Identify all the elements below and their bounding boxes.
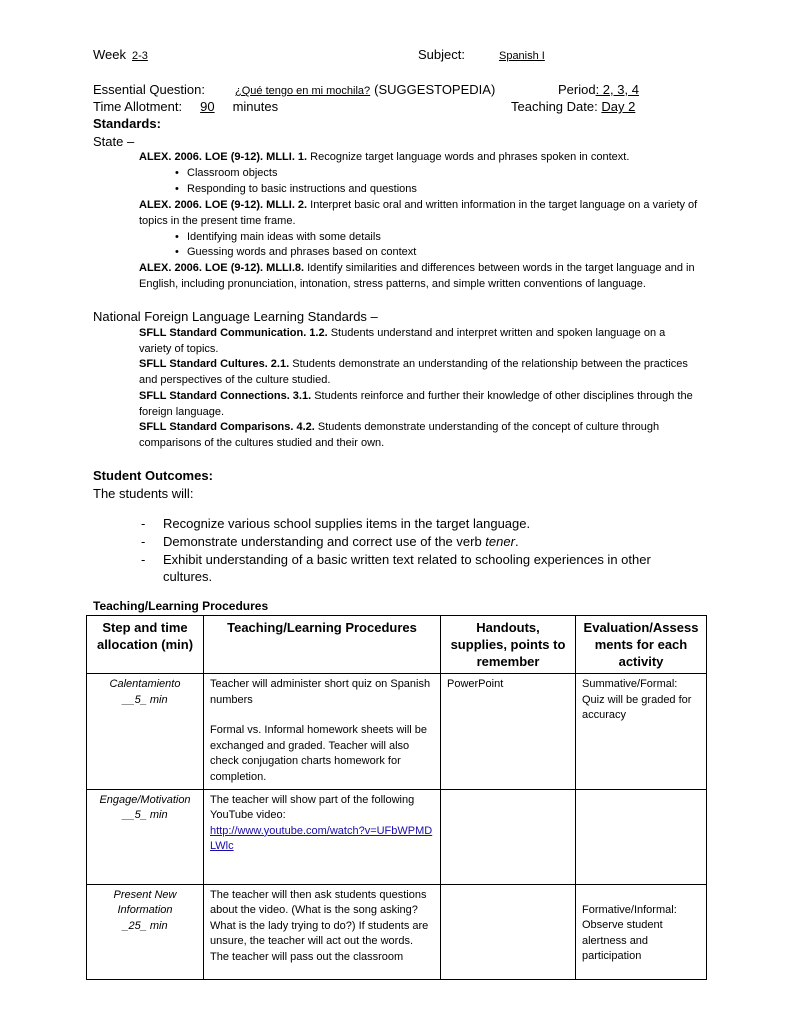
eq-label: Essential Question: xyxy=(93,82,206,97)
table-row xyxy=(87,674,707,790)
standard-code: ALEX. 2006. LOE (9-12). MLLI.8. xyxy=(139,262,305,274)
procedures-table xyxy=(86,615,707,980)
handouts-cell xyxy=(441,789,576,884)
evaluation-cell xyxy=(576,789,707,884)
outcome-text: Demonstrate understanding and correct use of the verb xyxy=(163,534,486,549)
dash-marker: - xyxy=(141,534,146,549)
subject-label: Subject: xyxy=(418,47,465,62)
outcome-item-2 xyxy=(163,533,683,550)
handouts-cell xyxy=(441,884,576,979)
step-name: Present New Information xyxy=(113,888,177,917)
bullet-item: • Identifying main ideas with some details xyxy=(187,230,381,245)
step-time: __5_ min xyxy=(122,809,168,822)
procedure-text: The teacher will pass out the classroom xyxy=(210,950,404,963)
standard-text: Students demonstrate an understanding of the relationship between the practices and perspectives of the culture studied. xyxy=(139,358,688,386)
standard-text: Students demonstrate understanding of the concept of culture through comparisons of the cultures studied and their own. xyxy=(139,421,660,449)
youtube-link[interactable]: http://www.youtube.com/watch?v=UFbWPMDLWlc xyxy=(210,824,433,853)
period-value: : 2, 3, 4 xyxy=(595,82,639,97)
week-value: 2-3 xyxy=(132,50,148,62)
dash-marker: - xyxy=(141,516,146,531)
outcome-punct: . xyxy=(514,534,519,549)
step-cell xyxy=(87,884,204,979)
bullet-item: • Guessing words and phrases based on context xyxy=(187,245,416,260)
outcome-item-3: Exhibit understanding of a basic written text related to schooling experiences in other cultures. xyxy=(163,552,651,584)
column-header: Handouts, supplies, points to remember xyxy=(441,616,576,674)
outcome-verb: tener xyxy=(485,534,515,549)
period-label: Period xyxy=(558,82,596,97)
procedure-text: Formal vs. Informal homework sheets will be exchanged and graded. Teacher will also check conjugation charts homework for completion. xyxy=(210,724,428,783)
standard-text: Students reinforce and further their knowledge of other disciplines through the foreign language. xyxy=(139,390,693,418)
time-label: Time Allotment: xyxy=(93,99,183,114)
evaluation-cell: Summative/Formal: Quiz will be graded for accuracy xyxy=(576,674,707,790)
procedure-text: Teacher will administer short quiz on Spanish numbers xyxy=(210,678,431,706)
time-allotment-line xyxy=(93,99,278,115)
handouts-cell: PowerPoint xyxy=(441,674,576,790)
table-row xyxy=(87,884,707,979)
column-header: Teaching/Learning Procedures xyxy=(204,616,441,674)
national-standard-3 xyxy=(139,389,699,420)
standard-text: Students understand and interpret written and spoken language on a variety of topics. xyxy=(139,327,666,355)
standard-code: ALEX. 2006. LOE (9-12). MLLI. 1. xyxy=(139,151,308,163)
state-standard-3 xyxy=(139,261,699,292)
period-line xyxy=(558,82,639,98)
national-label: National Foreign Language Learning Standards – xyxy=(93,309,378,324)
outcomes-heading: Student Outcomes: xyxy=(93,468,213,483)
step-name: Engage/Motivation xyxy=(99,793,191,806)
eq-suffix: (SUGGESTOPEDIA) xyxy=(374,82,496,97)
procedures-heading: Teaching/Learning Procedures xyxy=(93,599,269,613)
outcome-item-1: Recognize various school supplies items in the target language. xyxy=(163,516,531,531)
standard-text: Identify similarities and differences between words in the target language and in English, including pronunciation, intonation, stress patterns, and simple written conventions of language. xyxy=(139,262,695,290)
procedure-text: The teacher will show part of the following YouTube video: xyxy=(210,793,415,822)
week-label: Week xyxy=(93,47,126,62)
standard-text: Interpret basic oral and written information in the target language on a variety of topics in the present time frame. xyxy=(139,199,698,227)
column-header: Evaluation/Assess ments for each activity xyxy=(576,616,707,674)
standards-heading: Standards: xyxy=(93,116,161,131)
time-unit: minutes xyxy=(232,99,279,114)
table-header-row xyxy=(87,616,707,674)
procedure-cell xyxy=(204,789,441,884)
national-standard-4 xyxy=(139,420,699,451)
eq-value: ¿Qué tengo en mi mochila? xyxy=(235,85,371,97)
standard-code: SFLL Standard Connections. 3.1. xyxy=(139,390,312,402)
evaluation-cell xyxy=(576,884,707,979)
bullet-item: • Responding to basic instructions and questions xyxy=(187,182,417,197)
dash-marker: - xyxy=(141,552,146,567)
date-label: Teaching Date: xyxy=(511,99,598,114)
standard-text: Recognize target language words and phrases spoken in context. xyxy=(310,151,630,163)
table-row xyxy=(87,789,707,884)
essential-question-line xyxy=(93,82,495,99)
state-standard-2 xyxy=(139,198,699,229)
step-cell xyxy=(87,674,204,790)
teaching-date-line xyxy=(511,99,635,115)
procedure-cell xyxy=(204,884,441,979)
week-line xyxy=(93,47,158,64)
national-standard-2 xyxy=(139,357,699,388)
bullet-item: • Classroom objects xyxy=(187,166,277,181)
procedure-text: The teacher will then ask students questions about the video. (What is the song asking? What is the lady trying to do?) If students are unsure, the teacher will act out the words. xyxy=(210,888,429,948)
standard-code: SFLL Standard Cultures. 2.1. xyxy=(139,358,290,370)
procedure-cell xyxy=(204,674,441,790)
standard-code: SFLL Standard Comparisons. 4.2. xyxy=(139,421,315,433)
time-value: 90 xyxy=(200,99,215,114)
national-standard-1 xyxy=(139,326,699,357)
step-time: _25_ min xyxy=(122,919,168,932)
state-label: State – xyxy=(93,134,135,149)
state-standard-1 xyxy=(139,150,699,166)
outcomes-intro: The students will: xyxy=(93,486,194,501)
step-time: __5_ min xyxy=(122,693,168,706)
standard-code: ALEX. 2006. LOE (9-12). MLLI. 2. xyxy=(139,199,308,211)
subject-line xyxy=(418,47,573,64)
evaluation-text: Formative/Informal: Observe student alertness and participation xyxy=(582,903,677,963)
date-value: Day 2 xyxy=(601,99,636,114)
subject-value: Spanish I xyxy=(498,50,545,62)
standard-code: SFLL Standard Communication. 1.2. xyxy=(139,327,328,339)
column-header: Step and time allocation (min) xyxy=(87,616,204,674)
step-name: Calentamiento xyxy=(109,678,181,690)
step-cell xyxy=(87,789,204,884)
